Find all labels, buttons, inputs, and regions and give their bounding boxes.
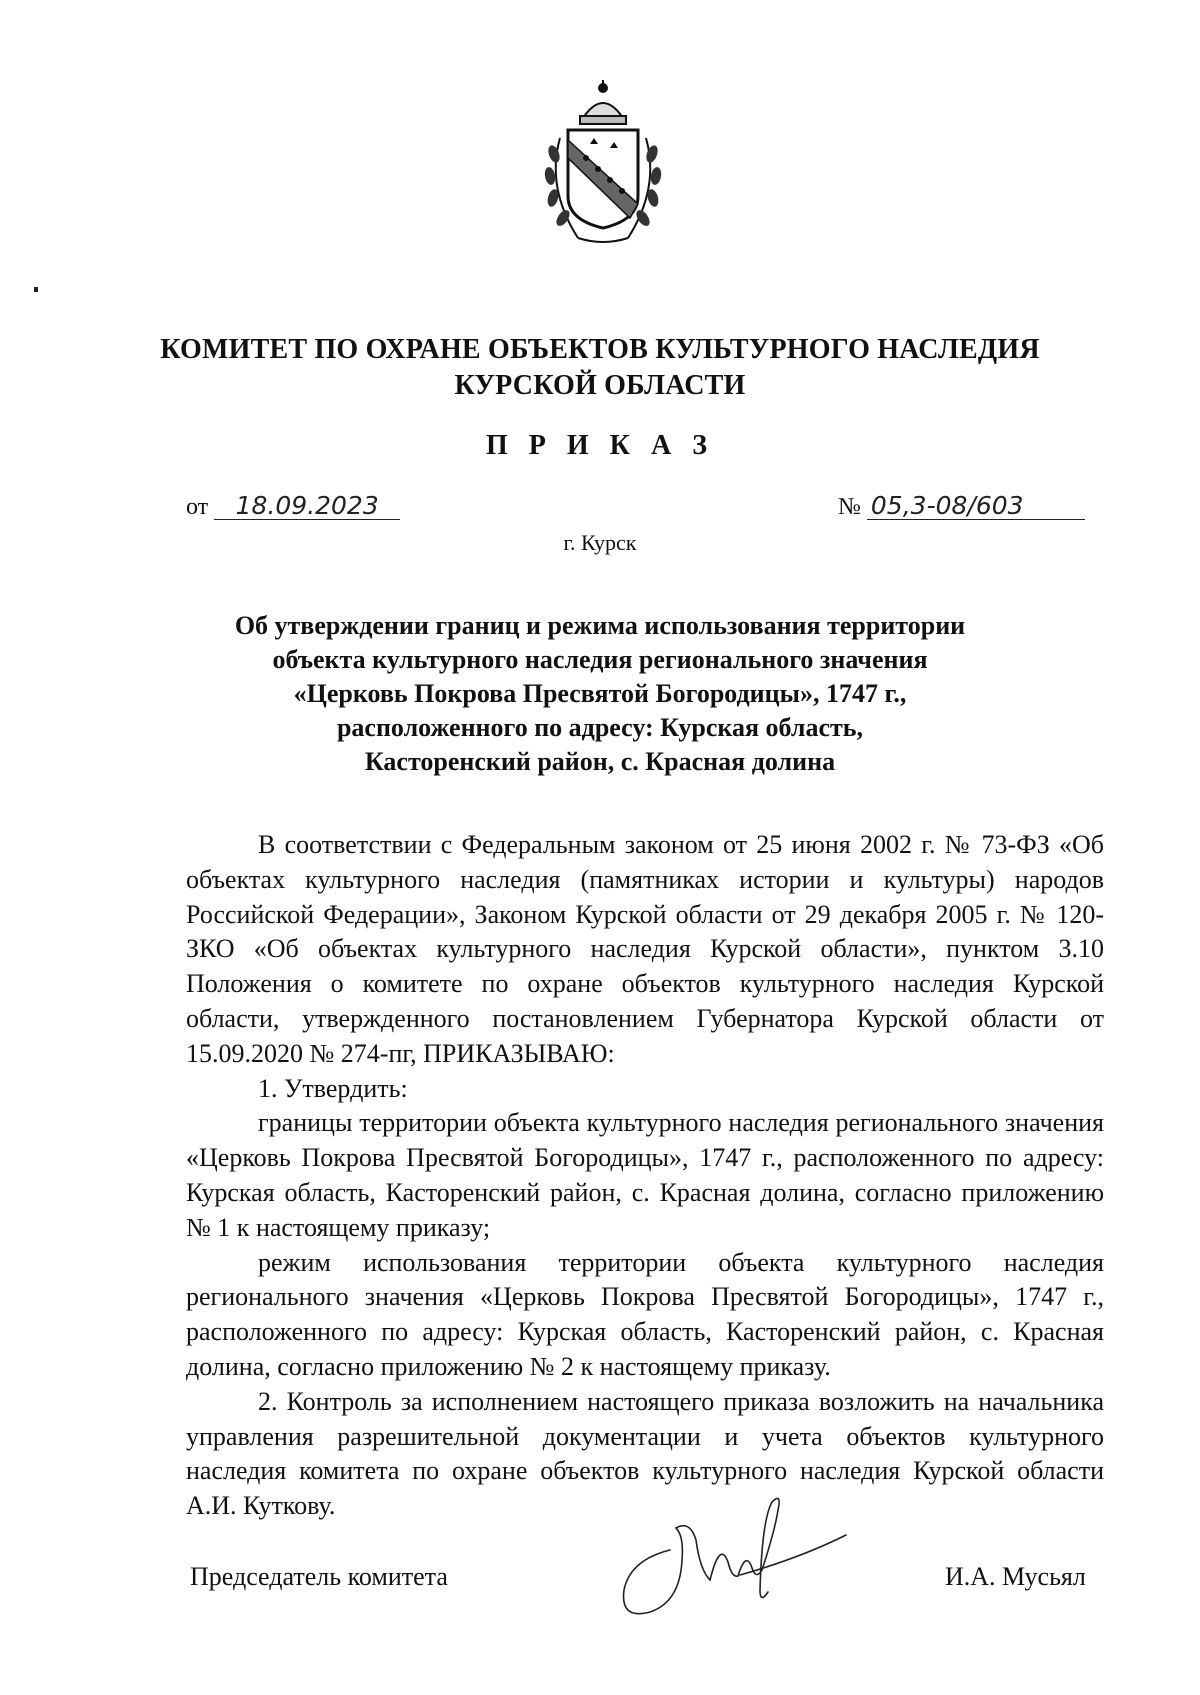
handwritten-signature [610,1480,850,1630]
signatory-role: Председатель комитета [190,1562,448,1591]
subject-line-5: Касторенский район, с. Красная долина [364,747,836,776]
city: г. Курск [563,530,637,555]
preamble-paragraph: В соответствии с Федеральным законом от 25 июня 2002 г. № 73-ФЗ «Об объектах культурного наследия (памятниках истории и культуры) народов Российской Федерации», Законом Курской области от 29 декабря 2005 г. № 120-ЗКО «Об объектах культурного наследия Курской области», пунктом 3.10 Положения о комитете по охране объектов культурного наследия Курской области, утвержденного постановлением Губернатора Курской области от 15.09.2020 № 274-пг, ПРИКАЗЫВАЮ: [186,830,1104,1068]
organization-line-1: КОМИТЕТ ПО ОХРАНЕ ОБЪЕКТОВ КУЛЬТУРНОГО НАСЛЕДИЯ [160,334,1040,365]
handwritten-date: 18.09.2023 [214,493,400,520]
item-1-regime: режим использования территории объекта культурного наследия регионального значения «Церковь Покрова Пресвятой Богородицы», 1747 г., расположенного по адресу: Курская область, Касторенский район, с. Красная долина, согласно приложению № 2 к настоящему приказу. [186,1247,1104,1381]
organization-line-2: КУРСКОЙ ОБЛАСТИ [454,370,746,401]
item-1-heading: 1. Утвердить: [258,1073,408,1103]
subject-line-1: Об утверждении границ и режима использования территории [234,611,966,640]
signatory-name: И.А. Мусьял [945,1562,1086,1591]
number-line [838,493,1085,521]
subject-line-2: объекта культурного наследия регионального значения [272,645,928,674]
date-line [186,493,400,521]
document-type: П Р И К А З [486,430,714,461]
order-body [186,828,1104,1524]
item-1-boundaries: границы территории объекта культурного наследия регионального значения «Церковь Покрова Пресвятой Богородицы», 1747 г., расположенного по адресу: Курская область, Касторенский район, с. Красная долина, согласно приложению № 1 к настоящему приказу; [186,1108,1104,1242]
scan-speck [34,287,38,292]
number-prefix: № [838,494,861,520]
subject-line-4: расположенного по адресу: Курская область, [336,713,864,742]
handwritten-number: 05,3-08/603 [867,493,1085,520]
order-subject [180,609,1020,779]
date-prefix: от [186,494,209,520]
subject-line-3: «Церковь Покрова Пресвятой Богородицы», 1747 г., [293,679,907,708]
coat-of-arms-emblem [538,78,668,250]
organization-name [150,332,1050,404]
item-2-control: 2. Контроль за исполнением настоящего приказа возложить на начальника управления разрешительной документации и учета объектов культурного наследия комитета по охране объектов культурного наследия Курской области А.И. Куткову. [186,1386,1104,1521]
